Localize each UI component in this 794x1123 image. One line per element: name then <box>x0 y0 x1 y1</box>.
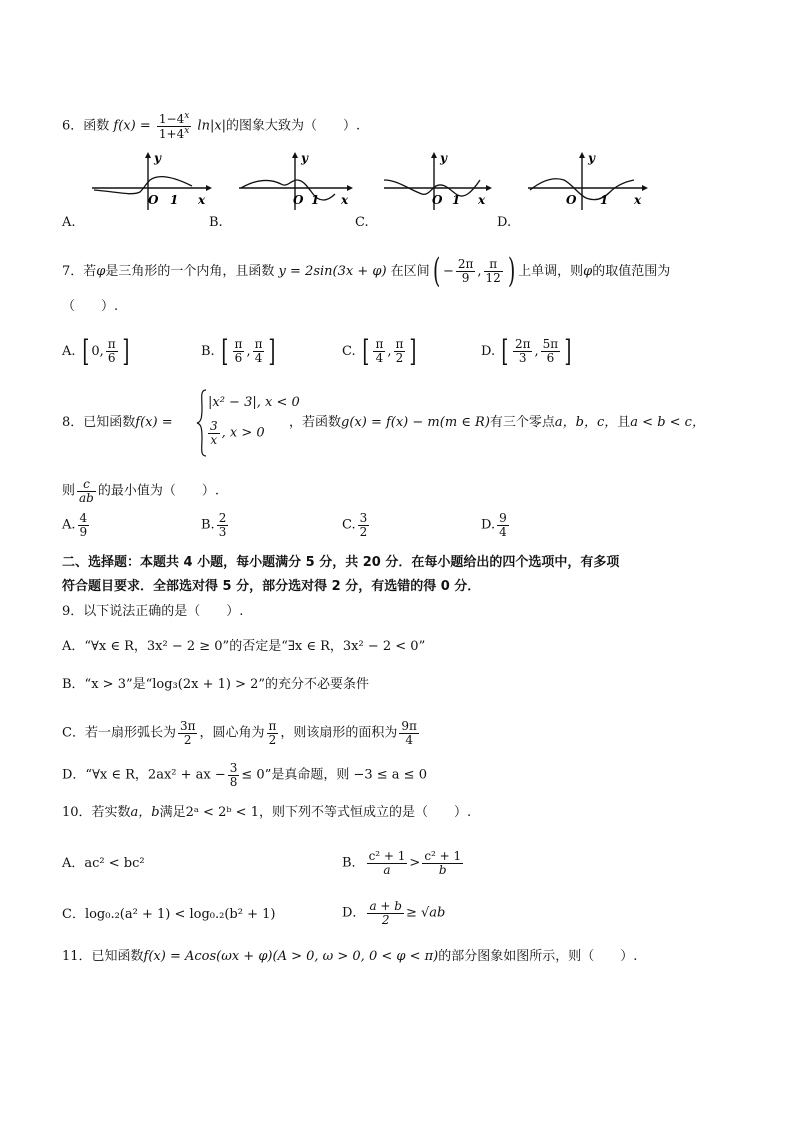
q9-option-b[interactable]: B．“x > 3”是“log₃(2x + 1) > 2”的充分不必要条件 <box>62 677 370 692</box>
q7-option-a[interactable]: A. [ 0, $\frac{\pi}{6}$ ] <box>62 334 130 369</box>
q6-b-y-label: y <box>301 151 308 165</box>
q8-option-d[interactable]: D. $\frac{9}{4}$ <box>481 511 507 539</box>
q6-option-b[interactable]: B. <box>209 215 223 230</box>
q6-b-one: 1 <box>311 193 320 207</box>
q10-option-a[interactable]: A．ac² < bc² <box>62 856 145 871</box>
section2-heading-line2: 符合题目要求．全部选对得 5 分，部分选对得 2 分，有选错的得 0 分． <box>62 579 481 594</box>
q9-option-c[interactable]: C．若一扇形弧长为 $\frac{3\pi}{2}$ ，圆心角为 $\frac{\pi}{2}$ ，则该扇形的面积为 $\frac{9\pi}{4}$ <box>62 719 417 747</box>
q6-graph-c <box>380 150 505 216</box>
q6-c-origin: O <box>432 193 443 207</box>
q6-c-y-label: y <box>440 151 447 165</box>
q10-option-b[interactable]: B． $\frac{\text{c² + 1}}{a}$ > $\frac{\text{c² + 1}}{b}$ <box>342 849 462 877</box>
q7-stem: 7．若φ是三角形的一个内角，且函数 y = 2sin(3x + φ) 在区间( − $\frac{2\pi}{9}$ , $\frac{\pi}{12}$ ) 上单调，则φ的取值范围为 <box>62 251 671 291</box>
q10-option-c[interactable]: C．log₀.₂(a² + 1) < log₀.₂(b² + 1) <box>62 907 276 922</box>
q8-stem-line2: 则 $\frac{c}{ab}$ 的最小值为（ ）. <box>62 477 219 505</box>
q6-a-y-label: y <box>154 151 161 165</box>
q6-stem: 6．函数 f(x) = $\frac{1-4^x}{1+4^x}$ ln|x|的图象大致为（ ）. <box>62 111 361 141</box>
q8-stem-left: 8．已知函数f(x) = <box>62 415 173 430</box>
q6-graph-a <box>88 150 213 216</box>
q6-a-x-label: x <box>198 193 206 207</box>
q6-fraction: $\frac{1-4^x}{1+4^x}$ <box>158 111 190 141</box>
q6-option-d[interactable]: D. <box>497 215 512 230</box>
q6-option-c[interactable]: C. <box>355 215 369 230</box>
q9-stem: 9．以下说法正确的是（ ）. <box>62 604 244 619</box>
q11-stem: 11．已知函数f(x) = Acos(ωx + φ)(A > 0, ω > 0, 0 < φ < π)的部分图象如图所示，则（ ）. <box>62 949 638 964</box>
section2-heading-line1: 二、选择题：本题共 4 小题，每小题满分 5 分，共 20 分．在每小题给出的四个选项中，有多项 <box>62 555 620 570</box>
q8-option-b[interactable]: B. $\frac{2}{3}$ <box>201 511 227 539</box>
q6-graph-b <box>235 150 360 216</box>
q7-option-b[interactable]: B. [ $\frac{\pi}{6}$ , $\frac{\pi}{4}$ ] <box>201 334 276 369</box>
q6-a-one: 1 <box>170 193 179 207</box>
q8-case1: |x² − 3|, x < 0 <box>208 395 300 410</box>
q6-d-one: 1 <box>600 193 609 207</box>
q9-option-d[interactable]: D．“∀x ∈ R，2ax² + ax − $\frac{3}{8}$ ≤ 0”是真命题，则 −3 ≤ a ≤ 0 <box>62 761 427 789</box>
q6-option-a[interactable]: A. <box>62 215 76 230</box>
q6-b-origin: O <box>293 193 304 207</box>
q10-option-d[interactable]: D． $\frac{a + b}{2}$ ≥ √ab <box>342 899 446 927</box>
q6-d-y-label: y <box>588 151 595 165</box>
q8-option-c[interactable]: C. $\frac{3}{2}$ <box>342 511 368 539</box>
q6-graph-d <box>524 150 649 216</box>
q7-option-d[interactable]: D. [ $\frac{2\pi}{3}$ , $\frac{5\pi}{6}$ ] <box>481 334 572 369</box>
q6-c-one: 1 <box>452 193 461 207</box>
q9-option-a[interactable]: A．“∀x ∈ R，3x² − 2 ≥ 0”的否定是“∃x ∈ R，3x² − 2 < 0” <box>62 639 426 654</box>
q8-case2: $\frac{3}{x}$ , x > 0 <box>210 419 265 447</box>
q6-b-x-label: x <box>341 193 349 207</box>
q6-d-x-label: x <box>634 193 642 207</box>
q8-stem-right: ，若函数g(x) = f(x) − m(m ∈ R)有三个零点a，b，c，且a < b < c， <box>289 415 705 430</box>
q10-stem: 10．若实数a，b满足2ᵃ < 2ᵇ < 1，则下列不等式恒成立的是（ ）. <box>62 805 472 820</box>
q7-option-c[interactable]: C. [ $\frac{\pi}{4}$ , $\frac{\pi}{2}$ ] <box>342 334 417 369</box>
q6-a-origin: O <box>148 193 159 207</box>
q6-d-origin: O <box>566 193 577 207</box>
q6-c-x-label: x <box>478 193 486 207</box>
q7-stem-line2: （ ）. <box>62 299 119 314</box>
q8-option-a[interactable]: A. $\frac{4}{9}$ <box>62 511 88 539</box>
